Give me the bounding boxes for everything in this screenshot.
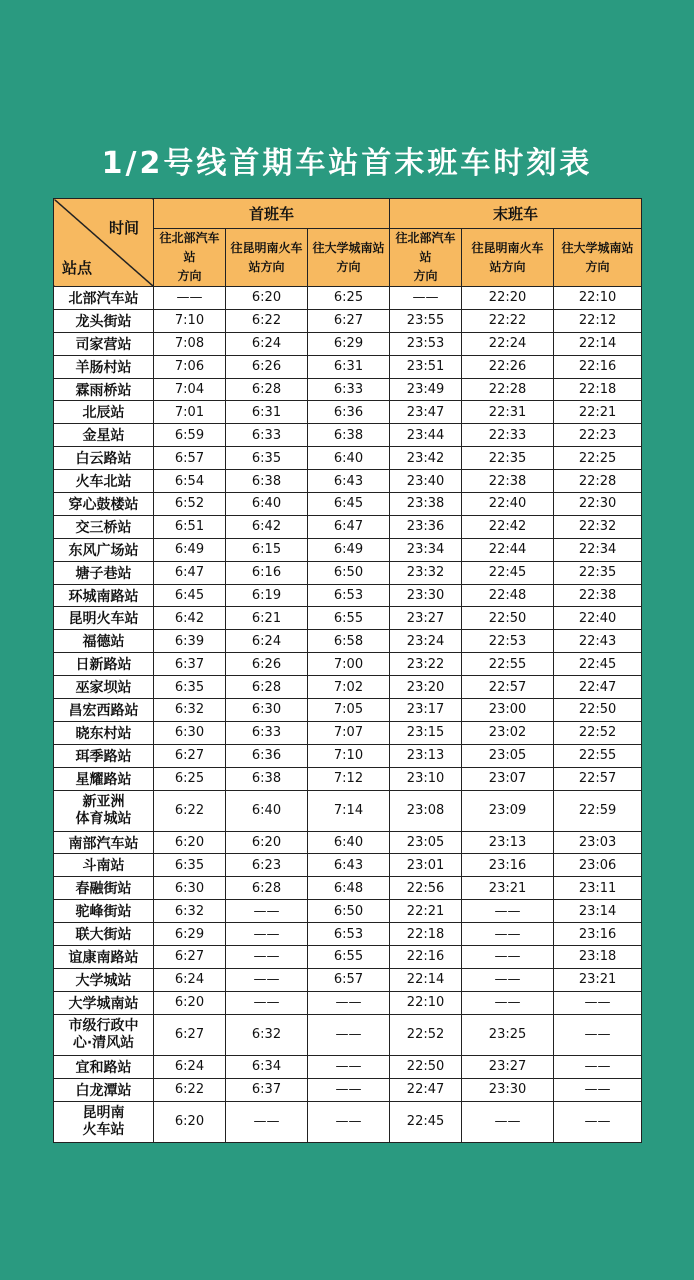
time-cell: ——	[226, 991, 308, 1014]
time-cell: ——	[554, 1014, 642, 1055]
table-row	[54, 447, 642, 470]
time-cell: 23:53	[390, 332, 462, 355]
time-cell: 6:20	[226, 831, 308, 854]
corner-header	[54, 199, 154, 287]
time-cell: 6:38	[308, 424, 390, 447]
station-name: 联大街站	[54, 923, 154, 946]
time-cell: 22:48	[462, 584, 554, 607]
time-cell: 6:55	[308, 946, 390, 969]
direction-header-0: 往北部汽车站 方向	[154, 229, 226, 287]
time-cell: 6:48	[308, 877, 390, 900]
time-cell: ——	[462, 946, 554, 969]
time-cell: 7:00	[308, 653, 390, 676]
station-name: 大学城站	[54, 968, 154, 991]
time-cell: 6:29	[154, 923, 226, 946]
time-cell: ——	[226, 946, 308, 969]
time-cell: 23:08	[390, 790, 462, 831]
time-cell: 23:21	[554, 968, 642, 991]
time-cell: 23:30	[462, 1078, 554, 1101]
time-cell: 22:28	[462, 378, 554, 401]
time-cell: 6:36	[226, 744, 308, 767]
time-cell: 6:25	[308, 287, 390, 310]
table-row	[54, 309, 642, 332]
time-cell: ——	[308, 1055, 390, 1078]
table-row	[54, 699, 642, 722]
last-train-header: 末班车	[390, 199, 642, 229]
station-name: 新亚洲 体育城站	[54, 790, 154, 831]
table-row	[54, 401, 642, 424]
time-cell: 6:28	[226, 877, 308, 900]
time-cell: 6:36	[308, 401, 390, 424]
time-cell: 7:10	[308, 744, 390, 767]
time-cell: 7:02	[308, 676, 390, 699]
time-cell: 23:36	[390, 515, 462, 538]
station-name: 斗南站	[54, 854, 154, 877]
table-row	[54, 968, 642, 991]
direction-header-5: 往大学城南站 方向	[554, 229, 642, 287]
table-row	[54, 831, 642, 854]
time-cell: 23:17	[390, 699, 462, 722]
time-cell: 6:23	[226, 854, 308, 877]
time-cell: 23:42	[390, 447, 462, 470]
time-cell: 22:38	[462, 470, 554, 493]
time-cell: 23:13	[462, 831, 554, 854]
table-row	[54, 515, 642, 538]
station-name: 穿心鼓楼站	[54, 493, 154, 516]
station-name: 龙头街站	[54, 309, 154, 332]
time-cell: 6:40	[308, 447, 390, 470]
time-cell: 6:40	[226, 790, 308, 831]
time-cell: 6:47	[154, 561, 226, 584]
table-row	[54, 470, 642, 493]
table-row	[54, 744, 642, 767]
time-cell: 6:40	[226, 493, 308, 516]
time-cell: 22:53	[462, 630, 554, 653]
time-cell: 6:29	[308, 332, 390, 355]
station-name: 昆明火车站	[54, 607, 154, 630]
time-cell: 6:50	[308, 561, 390, 584]
time-cell: 6:16	[226, 561, 308, 584]
time-cell: 22:32	[554, 515, 642, 538]
time-cell: 6:22	[226, 309, 308, 332]
time-cell: 6:45	[154, 584, 226, 607]
timetable	[53, 198, 642, 1143]
station-name: 星耀路站	[54, 767, 154, 790]
time-cell: ——	[308, 1078, 390, 1101]
time-cell: 7:01	[154, 401, 226, 424]
time-cell: 23:05	[390, 831, 462, 854]
time-cell: 23:38	[390, 493, 462, 516]
time-cell: 6:22	[154, 1078, 226, 1101]
direction-header-1: 往昆明南火车 站方向	[226, 229, 308, 287]
time-cell: ——	[226, 900, 308, 923]
time-cell: 23:10	[390, 767, 462, 790]
table-row	[54, 790, 642, 831]
time-cell: 22:40	[554, 607, 642, 630]
table-row	[54, 653, 642, 676]
station-name: 大学城南站	[54, 991, 154, 1014]
time-cell: 6:20	[154, 991, 226, 1014]
time-cell: 22:44	[462, 538, 554, 561]
time-cell: 6:27	[154, 946, 226, 969]
time-cell: 6:42	[226, 515, 308, 538]
time-cell: ——	[226, 923, 308, 946]
time-cell: 6:20	[154, 831, 226, 854]
station-name: 霖雨桥站	[54, 378, 154, 401]
time-cell: 23:05	[462, 744, 554, 767]
table-row	[54, 493, 642, 516]
time-cell: 23:15	[390, 721, 462, 744]
table-row	[54, 378, 642, 401]
time-cell: 22:35	[462, 447, 554, 470]
time-cell: 22:43	[554, 630, 642, 653]
time-cell: 22:56	[390, 877, 462, 900]
table-row	[54, 1078, 642, 1101]
time-cell: 22:47	[554, 676, 642, 699]
table-row	[54, 607, 642, 630]
time-cell: 6:22	[154, 790, 226, 831]
table-row	[54, 721, 642, 744]
time-cell: 6:49	[154, 538, 226, 561]
time-cell: 6:24	[154, 968, 226, 991]
time-cell: 23:16	[554, 923, 642, 946]
direction-header-2: 往大学城南站 方向	[308, 229, 390, 287]
first-train-header: 首班车	[154, 199, 390, 229]
table-row	[54, 1101, 642, 1142]
station-name: 东风广场站	[54, 538, 154, 561]
time-cell: 23:24	[390, 630, 462, 653]
time-cell: 23:02	[462, 721, 554, 744]
time-cell: 7:06	[154, 355, 226, 378]
time-cell: 23:51	[390, 355, 462, 378]
time-cell: 6:53	[308, 923, 390, 946]
time-cell: 6:35	[154, 676, 226, 699]
time-cell: 22:55	[462, 653, 554, 676]
station-name: 昌宏西路站	[54, 699, 154, 722]
time-cell: 22:33	[462, 424, 554, 447]
table-row	[54, 355, 642, 378]
corner-time-label: 时间	[108, 219, 139, 237]
time-cell: 6:24	[154, 1055, 226, 1078]
time-cell: 7:05	[308, 699, 390, 722]
time-cell: 23:01	[390, 854, 462, 877]
time-cell: 23:20	[390, 676, 462, 699]
time-cell: 6:34	[226, 1055, 308, 1078]
time-cell: 23:40	[390, 470, 462, 493]
station-name: 北辰站	[54, 401, 154, 424]
station-name: 南部汽车站	[54, 831, 154, 854]
table-row	[54, 900, 642, 923]
time-cell: 6:37	[154, 653, 226, 676]
station-name: 春融街站	[54, 877, 154, 900]
direction-header-4: 往昆明南火车 站方向	[462, 229, 554, 287]
time-cell: ——	[308, 1101, 390, 1142]
time-cell: 23:00	[462, 699, 554, 722]
table-row	[54, 287, 642, 310]
station-name: 巫家坝站	[54, 676, 154, 699]
time-cell: 6:30	[226, 699, 308, 722]
time-cell: 7:04	[154, 378, 226, 401]
time-cell: 22:22	[462, 309, 554, 332]
time-cell: 6:40	[308, 831, 390, 854]
time-cell: 6:25	[154, 767, 226, 790]
time-cell: 23:22	[390, 653, 462, 676]
time-cell: 23:27	[462, 1055, 554, 1078]
time-cell: ——	[462, 968, 554, 991]
time-cell: 22:14	[554, 332, 642, 355]
time-cell: 23:16	[462, 854, 554, 877]
time-cell: 6:27	[308, 309, 390, 332]
time-cell: 23:27	[390, 607, 462, 630]
station-name: 火车北站	[54, 470, 154, 493]
time-cell: 6:19	[226, 584, 308, 607]
time-cell: 6:54	[154, 470, 226, 493]
time-cell: 22:50	[390, 1055, 462, 1078]
time-cell: 6:49	[308, 538, 390, 561]
time-cell: 22:34	[554, 538, 642, 561]
station-name: 市级行政中 心·清风站	[54, 1014, 154, 1055]
time-cell: ——	[554, 1078, 642, 1101]
station-name: 福德站	[54, 630, 154, 653]
time-cell: ——	[462, 923, 554, 946]
time-cell: 22:45	[462, 561, 554, 584]
time-cell: 22:14	[390, 968, 462, 991]
time-cell: 23:18	[554, 946, 642, 969]
time-cell: ——	[462, 991, 554, 1014]
direction-header-3: 往北部汽车站 方向	[390, 229, 462, 287]
time-cell: 6:50	[308, 900, 390, 923]
time-cell: ——	[390, 287, 462, 310]
time-cell: 6:24	[226, 630, 308, 653]
time-cell: 6:28	[226, 676, 308, 699]
time-cell: 22:42	[462, 515, 554, 538]
time-cell: ——	[462, 1101, 554, 1142]
time-cell: 22:35	[554, 561, 642, 584]
time-cell: 6:26	[226, 355, 308, 378]
station-name: 羊肠村站	[54, 355, 154, 378]
time-cell: 22:30	[554, 493, 642, 516]
time-cell: 6:53	[308, 584, 390, 607]
time-cell: 22:50	[462, 607, 554, 630]
table-row	[54, 332, 642, 355]
time-cell: 6:15	[226, 538, 308, 561]
time-cell: 6:38	[226, 470, 308, 493]
time-cell: 22:10	[390, 991, 462, 1014]
time-cell: 6:30	[154, 721, 226, 744]
time-cell: ——	[308, 991, 390, 1014]
time-cell: 23:06	[554, 854, 642, 877]
time-cell: 22:47	[390, 1078, 462, 1101]
time-cell: 6:43	[308, 854, 390, 877]
time-cell: 23:09	[462, 790, 554, 831]
time-cell: 23:11	[554, 877, 642, 900]
station-name: 环城南路站	[54, 584, 154, 607]
time-cell: 6:42	[154, 607, 226, 630]
station-name: 驼峰街站	[54, 900, 154, 923]
time-cell: 22:18	[390, 923, 462, 946]
table-row	[54, 923, 642, 946]
time-cell: 23:21	[462, 877, 554, 900]
time-cell: 6:32	[154, 699, 226, 722]
time-cell: 6:57	[154, 447, 226, 470]
station-name: 白龙潭站	[54, 1078, 154, 1101]
time-cell: 22:21	[554, 401, 642, 424]
time-cell: 6:39	[154, 630, 226, 653]
time-cell: 22:23	[554, 424, 642, 447]
time-cell: 6:38	[226, 767, 308, 790]
time-cell: 6:47	[308, 515, 390, 538]
station-name: 北部汽车站	[54, 287, 154, 310]
time-cell: 23:34	[390, 538, 462, 561]
time-cell: 7:14	[308, 790, 390, 831]
time-cell: 22:26	[462, 355, 554, 378]
time-cell: 6:20	[154, 1101, 226, 1142]
time-cell: 6:33	[226, 424, 308, 447]
table-row	[54, 538, 642, 561]
time-cell: 22:25	[554, 447, 642, 470]
time-cell: 22:55	[554, 744, 642, 767]
table-row	[54, 1014, 642, 1055]
time-cell: 6:20	[226, 287, 308, 310]
time-cell: 6:35	[226, 447, 308, 470]
time-cell: 23:49	[390, 378, 462, 401]
station-name: 交三桥站	[54, 515, 154, 538]
time-cell: 22:50	[554, 699, 642, 722]
station-name: 金星站	[54, 424, 154, 447]
time-cell: 6:28	[226, 378, 308, 401]
time-cell: 23:55	[390, 309, 462, 332]
table-row	[54, 854, 642, 877]
time-cell: 22:45	[554, 653, 642, 676]
time-cell: 6:26	[226, 653, 308, 676]
table-row	[54, 676, 642, 699]
time-cell: ——	[554, 1055, 642, 1078]
table-row	[54, 1055, 642, 1078]
time-cell: ——	[154, 287, 226, 310]
table-row	[54, 584, 642, 607]
station-name: 日新路站	[54, 653, 154, 676]
time-cell: 23:47	[390, 401, 462, 424]
time-cell: 6:52	[154, 493, 226, 516]
time-cell: 6:57	[308, 968, 390, 991]
time-cell: 7:07	[308, 721, 390, 744]
table-row	[54, 561, 642, 584]
time-cell: 22:57	[462, 676, 554, 699]
time-cell: ——	[554, 991, 642, 1014]
time-cell: ——	[226, 1101, 308, 1142]
time-cell: ——	[554, 1101, 642, 1142]
time-cell: 23:30	[390, 584, 462, 607]
time-cell: 6:37	[226, 1078, 308, 1101]
time-cell: 22:38	[554, 584, 642, 607]
time-cell: ——	[226, 968, 308, 991]
time-cell: 6:27	[154, 1014, 226, 1055]
time-cell: 6:59	[154, 424, 226, 447]
time-cell: 22:12	[554, 309, 642, 332]
time-cell: 22:16	[390, 946, 462, 969]
time-cell: 6:32	[226, 1014, 308, 1055]
time-cell: 6:35	[154, 854, 226, 877]
station-name: 白云路站	[54, 447, 154, 470]
time-cell: 6:30	[154, 877, 226, 900]
time-cell: 22:18	[554, 378, 642, 401]
time-cell: 6:51	[154, 515, 226, 538]
station-name: 昆明南 火车站	[54, 1101, 154, 1142]
time-cell: 7:12	[308, 767, 390, 790]
time-cell: 6:43	[308, 470, 390, 493]
time-cell: 22:40	[462, 493, 554, 516]
time-cell: 7:10	[154, 309, 226, 332]
time-cell: 23:25	[462, 1014, 554, 1055]
time-cell: 6:31	[226, 401, 308, 424]
station-name: 晓东村站	[54, 721, 154, 744]
time-cell: 6:31	[308, 355, 390, 378]
time-cell: 6:45	[308, 493, 390, 516]
page-title: 1/2号线首期车站首末班车时刻表	[101, 146, 593, 181]
time-cell: 23:14	[554, 900, 642, 923]
table-row	[54, 946, 642, 969]
station-name: 宜和路站	[54, 1055, 154, 1078]
time-cell: ——	[308, 1014, 390, 1055]
corner-station-label: 站点	[62, 259, 93, 277]
time-cell: 23:07	[462, 767, 554, 790]
time-cell: 6:33	[308, 378, 390, 401]
time-cell: 23:13	[390, 744, 462, 767]
time-cell: 22:52	[554, 721, 642, 744]
time-cell: 6:58	[308, 630, 390, 653]
station-name: 珥季路站	[54, 744, 154, 767]
station-name: 司家营站	[54, 332, 154, 355]
time-cell: 6:55	[308, 607, 390, 630]
time-cell: 22:57	[554, 767, 642, 790]
station-name: 谊康南路站	[54, 946, 154, 969]
time-cell: 22:31	[462, 401, 554, 424]
time-cell: 23:32	[390, 561, 462, 584]
time-cell: ——	[462, 900, 554, 923]
time-cell: 22:21	[390, 900, 462, 923]
time-cell: 6:24	[226, 332, 308, 355]
table-row	[54, 424, 642, 447]
time-cell: 6:21	[226, 607, 308, 630]
station-name: 塘子巷站	[54, 561, 154, 584]
table-row	[54, 991, 642, 1014]
table-row	[54, 630, 642, 653]
time-cell: 22:59	[554, 790, 642, 831]
time-cell: 6:32	[154, 900, 226, 923]
time-cell: 22:45	[390, 1101, 462, 1142]
time-cell: 22:10	[554, 287, 642, 310]
time-cell: 22:16	[554, 355, 642, 378]
time-cell: 23:03	[554, 831, 642, 854]
time-cell: 7:08	[154, 332, 226, 355]
table-row	[54, 877, 642, 900]
time-cell: 6:27	[154, 744, 226, 767]
time-cell: 22:24	[462, 332, 554, 355]
time-cell: 23:44	[390, 424, 462, 447]
time-cell: 6:33	[226, 721, 308, 744]
table-row	[54, 767, 642, 790]
time-cell: 22:28	[554, 470, 642, 493]
time-cell: 22:52	[390, 1014, 462, 1055]
time-cell: 22:20	[462, 287, 554, 310]
